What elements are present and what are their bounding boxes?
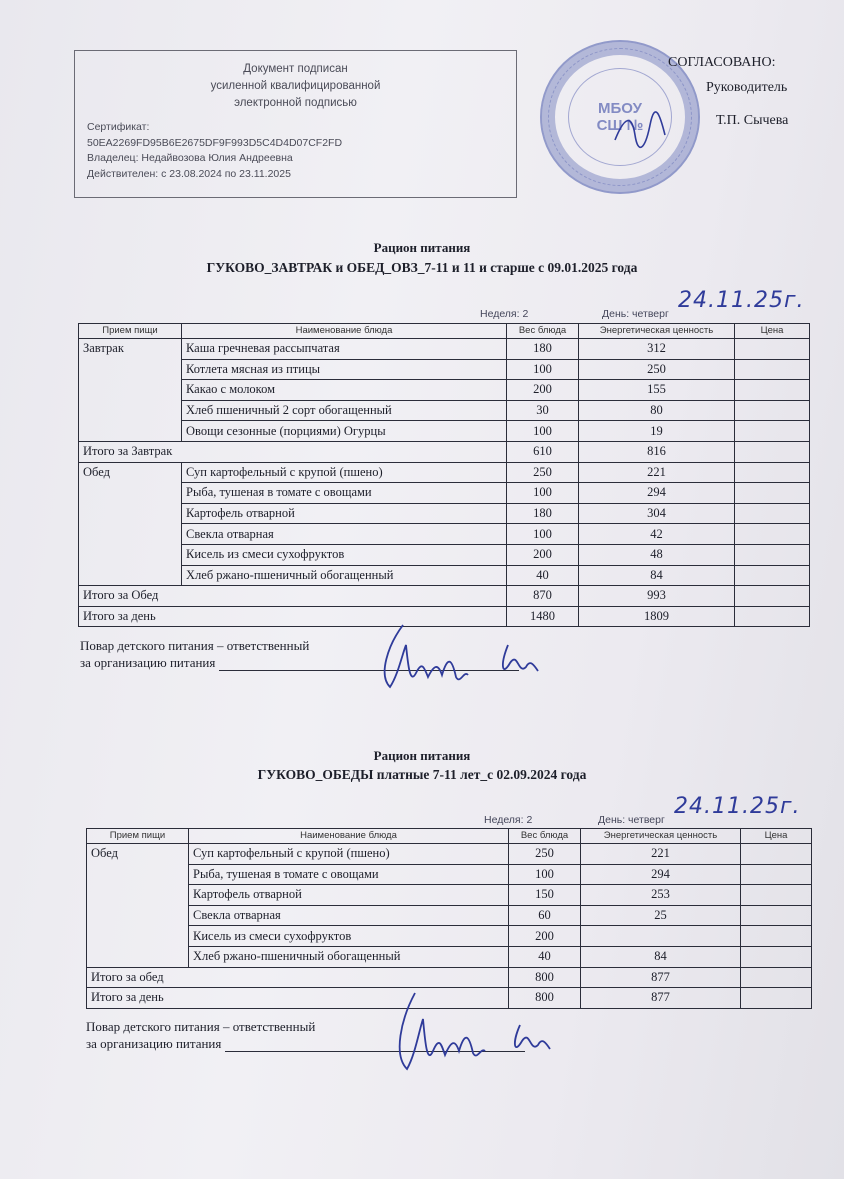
- header-price: Цена: [741, 829, 812, 844]
- meal-cell: Обед: [79, 462, 182, 586]
- total-row: [79, 441, 810, 462]
- stamp-text-2: СШ №: [596, 117, 644, 134]
- header-meal: Прием пищи: [79, 324, 182, 339]
- approval-position: Руководитель: [706, 80, 788, 95]
- price-cell: [735, 606, 810, 627]
- price-cell: [735, 359, 810, 380]
- price-cell: [741, 946, 812, 967]
- approval-name: Т.П. Сычева: [716, 113, 789, 128]
- table-row: [79, 421, 810, 442]
- dish-cell: Каша гречневая рассыпчатая: [182, 339, 507, 360]
- dish-cell: Суп картофельный с крупой (пшено): [182, 462, 507, 483]
- header-weight: Вес блюда: [509, 829, 581, 844]
- energy-cell: 155: [579, 380, 735, 401]
- total-label: Итого за обед: [87, 967, 509, 988]
- dish-cell: Рыба, тушеная в томате с овощами: [189, 864, 509, 885]
- cook-line2: за организацию питания: [80, 655, 216, 670]
- dish-cell: Хлеб ржано-пшеничный обогащенный: [189, 946, 509, 967]
- table-row: [87, 844, 812, 865]
- cook-line1: Повар детского питания – ответственный: [86, 1019, 316, 1034]
- weight-cell: 40: [509, 946, 581, 967]
- meal-cell: Обед: [87, 844, 189, 968]
- dish-cell: Кисель из смеси сухофруктов: [189, 926, 509, 947]
- weight-cell: 200: [509, 926, 581, 947]
- menu2-subtitle: ГУКОВО_ОБЕДЫ платные 7-11 лет_с 02.09.2024 года: [257, 767, 587, 782]
- price-cell: [741, 967, 812, 988]
- approval-block: [660, 50, 788, 133]
- menu1-handwritten-date: 24.11.25г.: [678, 288, 805, 313]
- energy-cell: 48: [579, 544, 735, 565]
- price-cell: [741, 905, 812, 926]
- total-energy: 993: [579, 586, 735, 607]
- esign-cert-id: 50EA2269FD95B6E2675DF9F993D5C4D4D07CF2FD: [87, 136, 343, 149]
- energy-cell: 84: [579, 565, 735, 586]
- weight-cell: 250: [507, 462, 579, 483]
- approval-agreed: СОГЛАСОВАНО:: [668, 55, 776, 70]
- table-row: [79, 462, 810, 483]
- table-row: [79, 503, 810, 524]
- dish-cell: Котлета мясная из птицы: [182, 359, 507, 380]
- dish-cell: Какао с молоком: [182, 380, 507, 401]
- day-total-energy: 1809: [579, 606, 735, 627]
- dish-cell: Рыба, тушеная в томате с овощами: [182, 483, 507, 504]
- electronic-signature-box: [74, 50, 517, 198]
- total-label: Итого за Завтрак: [79, 441, 507, 462]
- total-energy: 816: [579, 441, 735, 462]
- weight-cell: 100: [507, 421, 579, 442]
- energy-cell: 294: [581, 864, 741, 885]
- weight-cell: 180: [507, 339, 579, 360]
- price-cell: [741, 885, 812, 906]
- table-row: [87, 926, 812, 947]
- menu1-week: Неделя: 2: [480, 308, 529, 320]
- dish-cell: Хлеб пшеничный 2 сорт обогащенный: [182, 400, 507, 421]
- dish-cell: Овощи сезонные (порциями) Огурцы: [182, 421, 507, 442]
- price-cell: [735, 565, 810, 586]
- energy-cell: 304: [579, 503, 735, 524]
- day-total-label: Итого за день: [87, 988, 509, 1009]
- table-row: [79, 400, 810, 421]
- weight-cell: 100: [507, 524, 579, 545]
- price-cell: [735, 483, 810, 504]
- weight-cell: 40: [507, 565, 579, 586]
- header-energy: Энергетическая ценность: [581, 829, 741, 844]
- weight-cell: 180: [507, 503, 579, 524]
- weight-cell: 200: [507, 380, 579, 401]
- price-cell: [735, 586, 810, 607]
- energy-cell: 221: [581, 844, 741, 865]
- energy-cell: 19: [579, 421, 735, 442]
- header-weight: Вес блюда: [507, 324, 579, 339]
- menu1-subtitle: ГУКОВО_ЗАВТРАК и ОБЕД_ОВЗ_7-11 и 11 и старше с 09.01.2025 года: [206, 260, 638, 275]
- total-label: Итого за Обед: [79, 586, 507, 607]
- weight-cell: 150: [509, 885, 581, 906]
- table-row: [79, 565, 810, 586]
- esign-valid: Действителен: с 23.08.2024 по 23.11.2025: [87, 167, 291, 180]
- price-cell: [735, 339, 810, 360]
- weight-cell: 250: [509, 844, 581, 865]
- day-total-energy: 877: [581, 988, 741, 1009]
- price-cell: [735, 503, 810, 524]
- header-dish: Наименование блюда: [189, 829, 509, 844]
- price-cell: [741, 988, 812, 1009]
- table-row: [87, 864, 812, 885]
- dish-cell: Хлеб ржано-пшеничный обогащенный: [182, 565, 507, 586]
- menu2-title: Рацион питания: [373, 748, 471, 763]
- table-header-row: [87, 829, 812, 844]
- total-energy: 877: [581, 967, 741, 988]
- price-cell: [735, 524, 810, 545]
- table-row: [87, 946, 812, 967]
- header-dish: Наименование блюда: [182, 324, 507, 339]
- header-meal: Прием пищи: [87, 829, 189, 844]
- energy-cell: 80: [579, 400, 735, 421]
- dish-cell: Картофель отварной: [189, 885, 509, 906]
- energy-cell: 312: [579, 339, 735, 360]
- esign-line3: электронной подписью: [234, 97, 357, 109]
- day-total-weight: 1480: [507, 606, 579, 627]
- price-cell: [735, 462, 810, 483]
- menu2-table: [86, 828, 812, 1009]
- table-header-row: [79, 324, 810, 339]
- table-row: [79, 524, 810, 545]
- table-row: [79, 359, 810, 380]
- stamp-text-1: МБОУ: [598, 100, 642, 117]
- director-signature-icon: [610, 105, 670, 155]
- energy-cell: 294: [579, 483, 735, 504]
- weight-cell: 100: [507, 483, 579, 504]
- energy-cell: 25: [581, 905, 741, 926]
- day-total-weight: 800: [509, 988, 581, 1009]
- table-row: [79, 380, 810, 401]
- weight-cell: 100: [509, 864, 581, 885]
- dish-cell: Суп картофельный с крупой (пшено): [189, 844, 509, 865]
- meal-cell: Завтрак: [79, 339, 182, 442]
- esign-owner: Владелец: Недайвозова Юлия Андреевна: [87, 152, 293, 164]
- energy-cell: 42: [579, 524, 735, 545]
- price-cell: [735, 400, 810, 421]
- total-row: [79, 586, 810, 607]
- energy-cell: 221: [579, 462, 735, 483]
- menu1-day: День: четверг: [602, 308, 669, 320]
- price-cell: [741, 926, 812, 947]
- weight-cell: 200: [507, 544, 579, 565]
- table-row: [87, 885, 812, 906]
- price-cell: [741, 844, 812, 865]
- header-price: Цена: [735, 324, 810, 339]
- esign-line1: Документ подписан: [243, 63, 348, 75]
- menu2-week: Неделя: 2: [484, 814, 533, 826]
- cook-line2: за организацию питания: [86, 1036, 222, 1051]
- table-row: [79, 544, 810, 565]
- energy-cell: [581, 926, 741, 947]
- menu1-title: Рацион питания: [373, 240, 471, 255]
- dish-cell: Свекла отварная: [189, 905, 509, 926]
- energy-cell: 250: [579, 359, 735, 380]
- price-cell: [735, 380, 810, 401]
- cook-signature-icon: [385, 985, 575, 1080]
- total-weight: 800: [509, 967, 581, 988]
- price-cell: [735, 421, 810, 442]
- energy-cell: 84: [581, 946, 741, 967]
- weight-cell: 60: [509, 905, 581, 926]
- menu1-table: [78, 323, 810, 627]
- dish-cell: Свекла отварная: [182, 524, 507, 545]
- table-row: [79, 339, 810, 360]
- total-weight: 870: [507, 586, 579, 607]
- esign-cert-label: Сертификат:: [87, 121, 150, 133]
- table-row: [87, 905, 812, 926]
- header-energy: Энергетическая ценность: [579, 324, 735, 339]
- dish-cell: Картофель отварной: [182, 503, 507, 524]
- weight-cell: 30: [507, 400, 579, 421]
- dish-cell: Кисель из смеси сухофруктов: [182, 544, 507, 565]
- menu2-handwritten-date: 24.11.25г.: [674, 794, 801, 819]
- table-row: [79, 483, 810, 504]
- weight-cell: 100: [507, 359, 579, 380]
- cook-line1: Повар детского питания – ответственный: [80, 638, 310, 653]
- menu2-day: День: четверг: [598, 814, 665, 826]
- esign-line2: усиленной квалифицированной: [210, 80, 381, 92]
- total-weight: 610: [507, 441, 579, 462]
- cook-signature-icon: [368, 615, 558, 695]
- energy-cell: 253: [581, 885, 741, 906]
- price-cell: [735, 441, 810, 462]
- day-total-label: Итого за день: [79, 606, 507, 627]
- price-cell: [741, 864, 812, 885]
- price-cell: [735, 544, 810, 565]
